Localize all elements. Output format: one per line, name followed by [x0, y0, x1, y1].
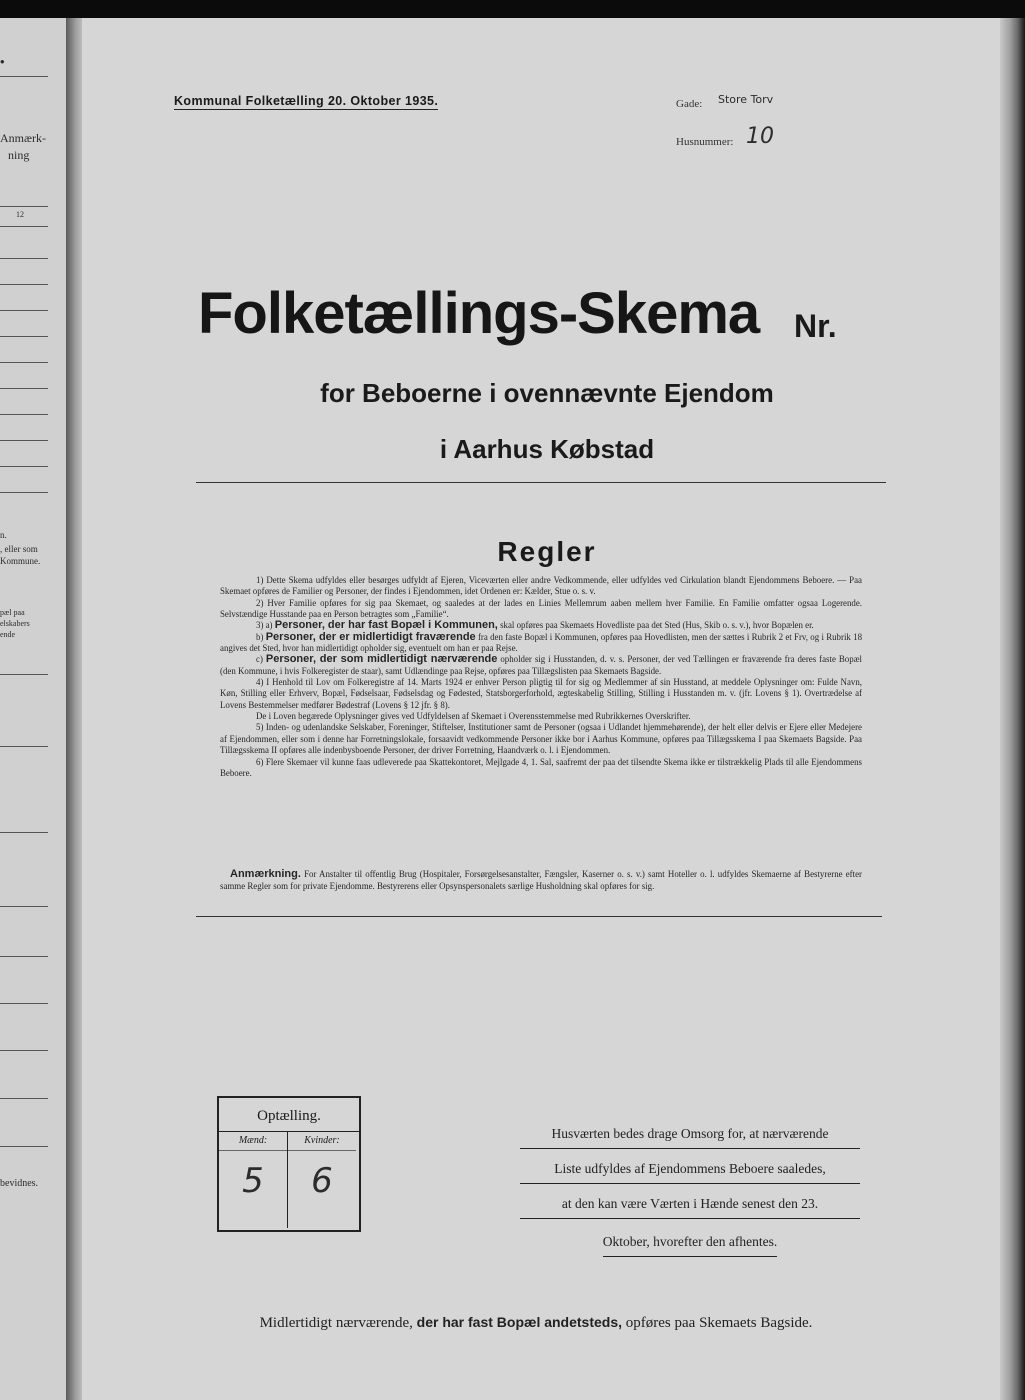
left-page-rule: [0, 492, 48, 493]
left-page-rule: [0, 674, 48, 675]
annotation-block: [220, 869, 862, 893]
rule-2: 2) Hver Familie opføres for sig paa Skemaet, og saaledes at der lades en Linies Mellemrum aaben mellem hver Familie. En Familie omfatter ogsaa Logerende. Selvstændige Husstande paa en Person betragtes som „Familie“.: [220, 597, 862, 620]
census-form-page: [82, 18, 1000, 1400]
men-column: [219, 1132, 288, 1228]
left-page-rule: [0, 1050, 48, 1051]
form-number-label: Nr.: [794, 308, 837, 344]
notice-line: at den kan være Værten i Hænde senest den 23.: [520, 1190, 860, 1219]
left-page-rule: [0, 746, 48, 747]
left-page-column-number: 12: [16, 210, 24, 219]
divider: [196, 916, 882, 917]
rule-4: 4) I Henhold til Lov om Folkeregistre af 14. Marts 1924 er enhver Person pligtig til for sig og Medlemmer af sin Husstand, at meddele Oplysninger om: Fulde Navn, Køn, Stilling eller Erhverv, Bopæl, Fødselsaar, Fødselsdag og Fødested, Statsborgerforhold, ægteskabelig Stilling, Stilling i Husstanden m. v. (jfr. Lovens § 1). Overtrædelse af Lovens Bestemmelser medfører Bødestraf (Lovens § 12 jfr. § 8).: [220, 677, 862, 710]
left-page-rule: [0, 906, 48, 907]
rule-3b: b) Personer, der er midlertidigt fraværende fra den faste Bopæl i Kommunen, opføres paa Hovedlisten, men der sættes i Rubrik 2 et Frv, og i Rubrik 18 angives det Sted, hvor han midlertidigt opholder sig, eventuelt om han er paa Rejse.: [220, 630, 863, 654]
left-page-rule: [0, 1146, 48, 1147]
left-page-note-a: , eller som: [0, 544, 38, 554]
form-subtitle: for Beboerne i ovennævnte Ejendom: [320, 378, 774, 408]
house-number-value: 10: [746, 124, 774, 149]
house-number-label: Husnummer:: [676, 136, 734, 148]
left-page-rule: [0, 258, 48, 259]
rule-6: 6) Flere Skemaer vil kunne faas udleverede paa Skattekontoret, Mejlgade 4, 1. Sal, saafremt der paa det tilsendte Skema ikke er tilstrækkelig Plads til alle Ejendommens Beboere.: [220, 756, 862, 778]
men-count: 5: [242, 1161, 264, 1201]
left-page-rule: [0, 206, 48, 207]
street-label: Gade:: [676, 98, 703, 110]
rule-4b: De i Loven begærede Oplysninger gives ved Udfyldelsen af Skemaet i Overensstemmelse med Rubrikkernes Overskrifter.: [256, 711, 691, 722]
divider: [196, 482, 886, 483]
left-page-rule: [0, 466, 48, 467]
left-page-rule: [0, 284, 48, 285]
left-page-rule: [0, 336, 48, 337]
left-page-note-c: bevidnes.: [0, 1178, 39, 1189]
book-gutter: [66, 18, 82, 1400]
rule-5: 5) Inden- og udenlandske Selskaber, Foreninger, Stiftelser, Institutioner samt de Personer (ogsaa i Udlandet hjemmehørende), der helt eller delvis er Ejere eller Medejere af Ejendommen, eller som i denne har Forretningslokale, forsaavidt vedkommende Personer ikke bor i Aarhus Kommune, opføres paa Tillægsskema I paa Skemaets Bagside. Paa Tillægsskema II opføres alle indenbysboende Personer, der driver Forretning, Haandværk o. l. i Ejendommen.: [220, 722, 862, 756]
street-value: Store Torv: [718, 93, 774, 106]
footer-note: Midlertidigt nærværende, der har fast Bopæl andetsteds, opføres paa Skemaets Bagside.: [259, 1314, 813, 1331]
rules-text: [220, 575, 862, 779]
notice-line: Oktober, hvorefter den afhentes.: [603, 1228, 778, 1257]
men-label: Mænd:: [219, 1132, 287, 1151]
left-page-rule: [0, 76, 48, 77]
left-page-rule: [0, 414, 48, 415]
women-label: Kvinder:: [288, 1132, 356, 1151]
left-page-note-a: Kommune.: [0, 556, 41, 566]
women-column: [288, 1132, 356, 1228]
page-edge: [1000, 18, 1025, 1400]
left-page-rule: [0, 362, 48, 363]
count-title: Optælling.: [219, 1098, 359, 1132]
left-page-fragment: [0, 18, 68, 1400]
form-title: Folketællings-Skema: [198, 281, 760, 346]
left-page-note-b: ende: [0, 630, 16, 639]
form-subtitle-city: i Aarhus Købstad: [439, 434, 655, 464]
left-page-rule: [0, 310, 48, 311]
left-page-rule: [0, 440, 48, 441]
left-page-note-a: n.: [0, 530, 7, 540]
left-page-rule: [0, 1098, 48, 1099]
rules-heading: Regler: [497, 536, 597, 567]
count-box: [217, 1096, 361, 1232]
left-page-note-b: pæl paa: [0, 608, 25, 617]
notice-line: Husværten bedes drage Omsorg for, at nærværende: [520, 1120, 860, 1149]
left-page-note-b: elskabers: [0, 619, 30, 628]
left-page-rule: [0, 388, 48, 389]
rule-3c: c) Personer, der som midlertidigt nærværende opholder sig i Husstanden, d. v. s. Personer, der ved Tællingen er fraværende fra deres faste Bopæl (den Kommune, i hvis Folkeregister de staar), samt Udlændinge paa Rejse, opføres paa Tillægslisten paa Skemaets Bagside.: [220, 653, 863, 676]
landlord-notice: [520, 1120, 860, 1263]
left-page-heading-2: ning: [8, 148, 30, 162]
left-page-rule: [0, 1003, 48, 1004]
left-page-dot: •: [0, 54, 5, 69]
notice-line: Liste udfyldes af Ejendommens Beboere saaledes,: [520, 1155, 860, 1184]
census-header: Kommunal Folketælling 20. Oktober 1935.: [174, 94, 439, 108]
left-page-heading-1: Anmærk-: [0, 131, 46, 145]
annotation-text: For Anstalter til offentlig Brug (Hospitaler, Forsørgelsesanstalter, Fængsler, Kaserner o. s. v.) samt Hoteller o. l. udfyldes Skemaerne af Bestyrerne efter samme Regler som for private Ejendomme. Bestyrerens eller Opsynspersonalets særlige Husholdning skal opføres for sig.: [220, 869, 862, 891]
left-page-rule: [0, 832, 48, 833]
left-page-rule: [0, 226, 48, 227]
women-count: 6: [311, 1161, 333, 1201]
left-page-rule: [0, 956, 48, 957]
rule-1: 1) Dette Skema udfyldes eller besørges udfyldt af Ejeren, Viceværten eller andre Vedkommende, eller udfyldes ved Cirkulation blandt Ejendommens Beboere. — Paa Skemaet opføres de Familier og Personer, der findes i Ejendommen, idet Ordenen er: Kælder, Stue o. s. v.: [220, 575, 862, 597]
annotation-label: Anmærkning.: [230, 868, 301, 880]
rule-3a: 3) a) Personer, der har fast Bopæl i Kommunen, skal opføres paa Skemaets Hovedliste paa det Sted (Hus, Skib o. s. v.), hvor Bopælen er.: [256, 619, 814, 632]
